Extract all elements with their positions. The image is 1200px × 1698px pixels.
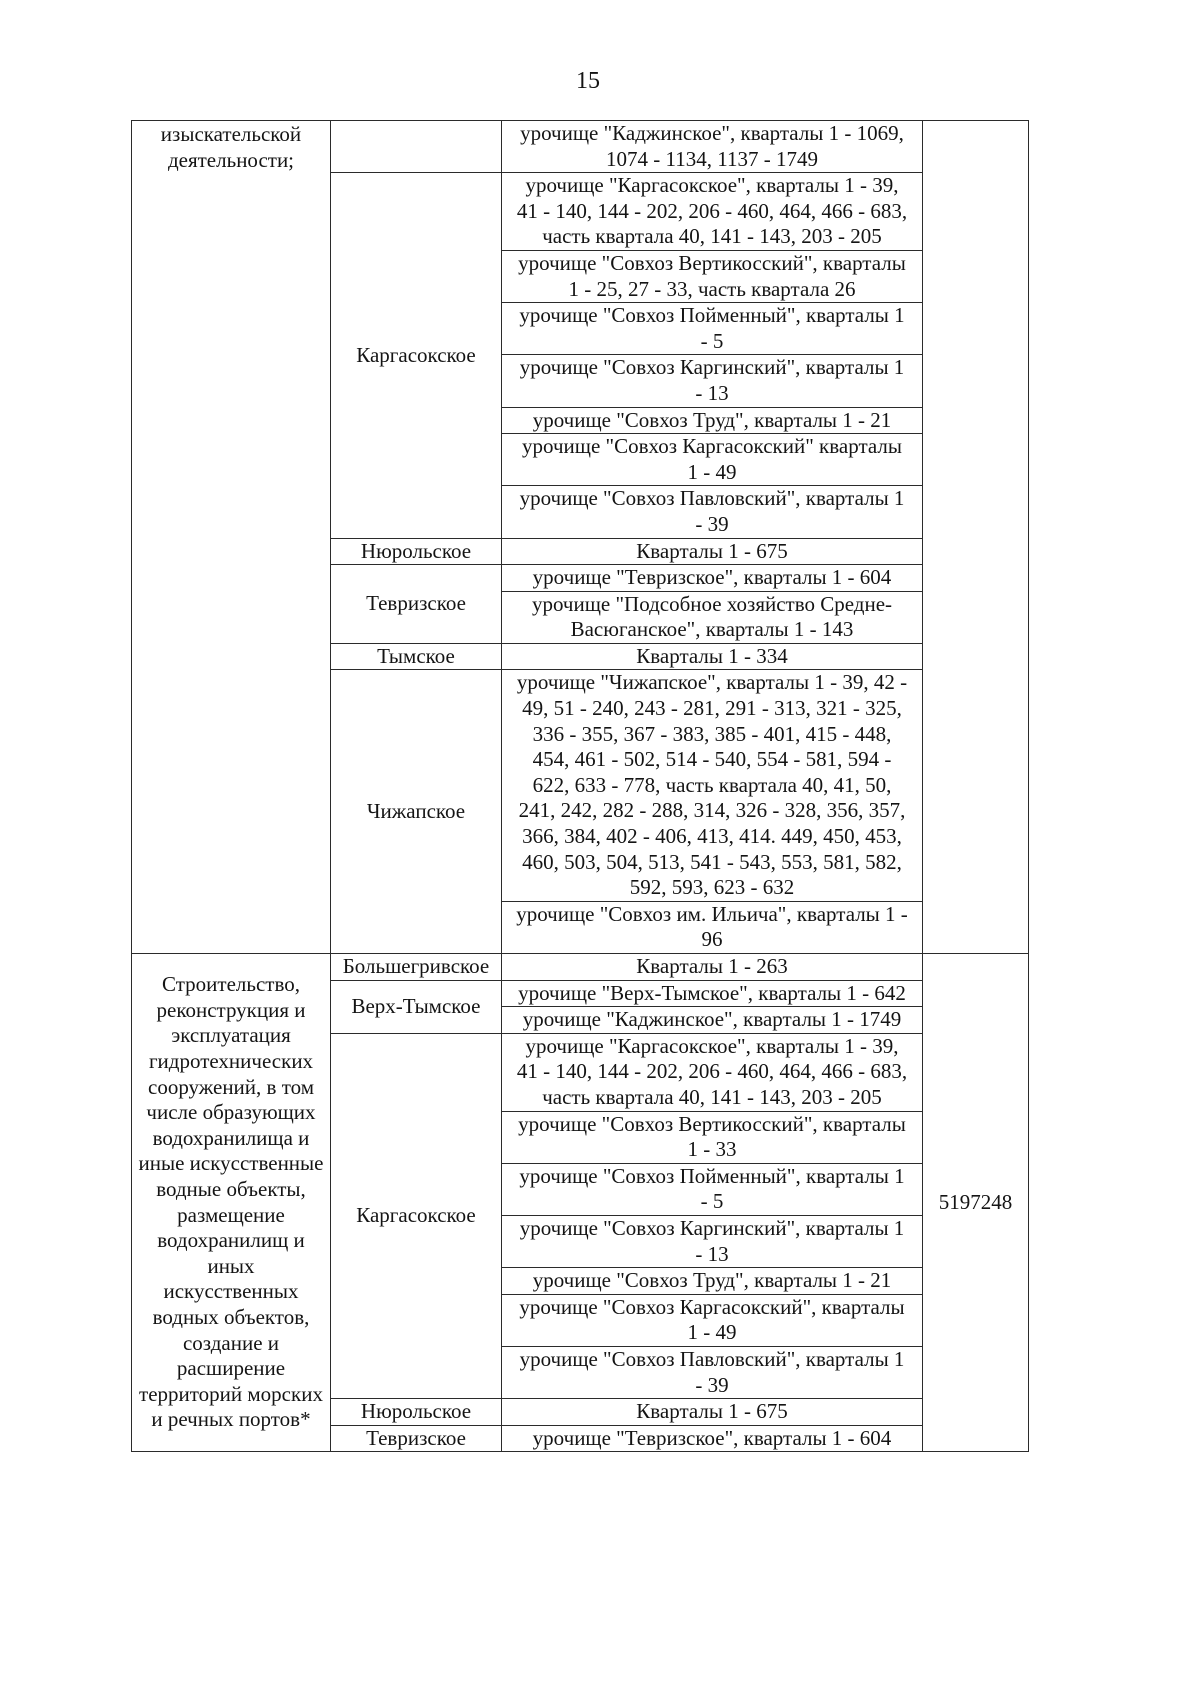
forestry-cell: Тевризское (331, 1425, 502, 1452)
tract-cell: урочище "Совхоз Павловский", кварталы 1 - 39 (502, 486, 923, 538)
tract-cell: урочище "Совхоз Каргасокский", кварталы 1 - 49 (502, 1294, 923, 1346)
tract-cell: урочище "Каджинское", кварталы 1 - 1069, 1074 - 1134, 1137 - 1749 (502, 121, 923, 173)
forestry-cell: Большегривское (331, 954, 502, 981)
area-cell (923, 121, 1029, 954)
purpose-cell: Строительство, реконструкция и эксплуатация гидротехнических сооружений, в том числе образующих водохранилища и иные искусственные водные объекты, размещение водохранилищ и иных искусственных водных объектов, создание и расширение территорий морских и речных портов* (132, 954, 331, 1452)
page-number: 15 (576, 68, 600, 94)
tract-cell: урочище "Совхоз Пойменный", кварталы 1 - 5 (502, 1163, 923, 1215)
tract-cell: Кварталы 1 - 263 (502, 954, 923, 981)
tract-cell: урочище "Каргасокское", кварталы 1 - 39, 41 - 140, 144 - 202, 206 - 460, 464, 466 - 683, часть квартала 40, 141 - 143, 203 - 205 (502, 1033, 923, 1111)
tract-cell: урочище "Тевризское", кварталы 1 - 604 (502, 1425, 923, 1452)
forestry-cell: Каргасокское (331, 173, 502, 538)
tract-cell: урочище "Чижапское", кварталы 1 - 39, 42 - 49, 51 - 240, 243 - 281, 291 - 313, 321 - 325, 336 - 355, 367 - 383, 385 - 401, 415 - 448, 454, 461 - 502, 514 - 540, 554 - 581, 594 - 622, 633 - 778, часть квартала 40, 41, 50, 241, 242, 282 - 288, 314, 326 - 328, 356, 357, 366, 384, 402 - 406, 413, 414. 449, 450, 453, 460, 503, 504, 513, 541 - 543, 553, 581, 582, 592, 593, 623 - 632 (502, 670, 923, 901)
tract-cell: урочище "Совхоз Павловский", кварталы 1 - 39 (502, 1346, 923, 1398)
forestry-cell: Тевризское (331, 565, 502, 644)
forestry-cell: Нюрольское (331, 1399, 502, 1426)
tract-cell: урочище "Совхоз Вертикосский", кварталы 1 - 25, 27 - 33, часть квартала 26 (502, 250, 923, 302)
tract-cell: урочище "Совхоз Каргасокский" кварталы 1 - 49 (502, 434, 923, 486)
purpose-cell: изыскательской деятельности; (132, 121, 331, 954)
table-row (132, 954, 1029, 981)
land-use-table (131, 120, 1029, 1452)
table-body (132, 121, 1029, 1452)
tract-cell: урочище "Совхоз Труд", кварталы 1 - 21 (502, 1268, 923, 1295)
forestry-cell (331, 121, 502, 173)
forestry-cell: Чижапское (331, 670, 502, 954)
tract-cell: урочище "Верх-Тымское", кварталы 1 - 642 (502, 980, 923, 1007)
tract-cell: урочище "Совхоз Каргинский", кварталы 1 - 13 (502, 1215, 923, 1267)
tract-cell: урочище "Совхоз им. Ильича", кварталы 1 - 96 (502, 901, 923, 953)
tract-cell: Кварталы 1 - 334 (502, 643, 923, 670)
forestry-cell: Нюрольское (331, 538, 502, 565)
tract-cell: урочище "Каргасокское", кварталы 1 - 39, 41 - 140, 144 - 202, 206 - 460, 464, 466 - 683, часть квартала 40, 141 - 143, 203 - 205 (502, 173, 923, 251)
tract-cell: урочище "Подсобное хозяйство Средне- Васюганское", кварталы 1 - 143 (502, 591, 923, 643)
tract-cell: урочище "Совхоз Каргинский", кварталы 1 - 13 (502, 355, 923, 407)
forestry-cell: Каргасокское (331, 1033, 502, 1398)
table-row (132, 121, 1029, 173)
area-cell: 5197248 (923, 954, 1029, 1452)
tract-cell: урочище "Совхоз Пойменный", кварталы 1 - 5 (502, 303, 923, 355)
tract-cell: урочище "Каджинское", кварталы 1 - 1749 (502, 1007, 923, 1034)
forestry-cell: Тымское (331, 643, 502, 670)
forestry-cell: Верх-Тымское (331, 980, 502, 1033)
tract-cell: урочище "Совхоз Вертикосский", кварталы 1 - 33 (502, 1111, 923, 1163)
tract-cell: урочище "Совхоз Труд", кварталы 1 - 21 (502, 407, 923, 434)
tract-cell: Кварталы 1 - 675 (502, 538, 923, 565)
tract-cell: Кварталы 1 - 675 (502, 1399, 923, 1426)
tract-cell: урочище "Тевризское", кварталы 1 - 604 (502, 565, 923, 592)
